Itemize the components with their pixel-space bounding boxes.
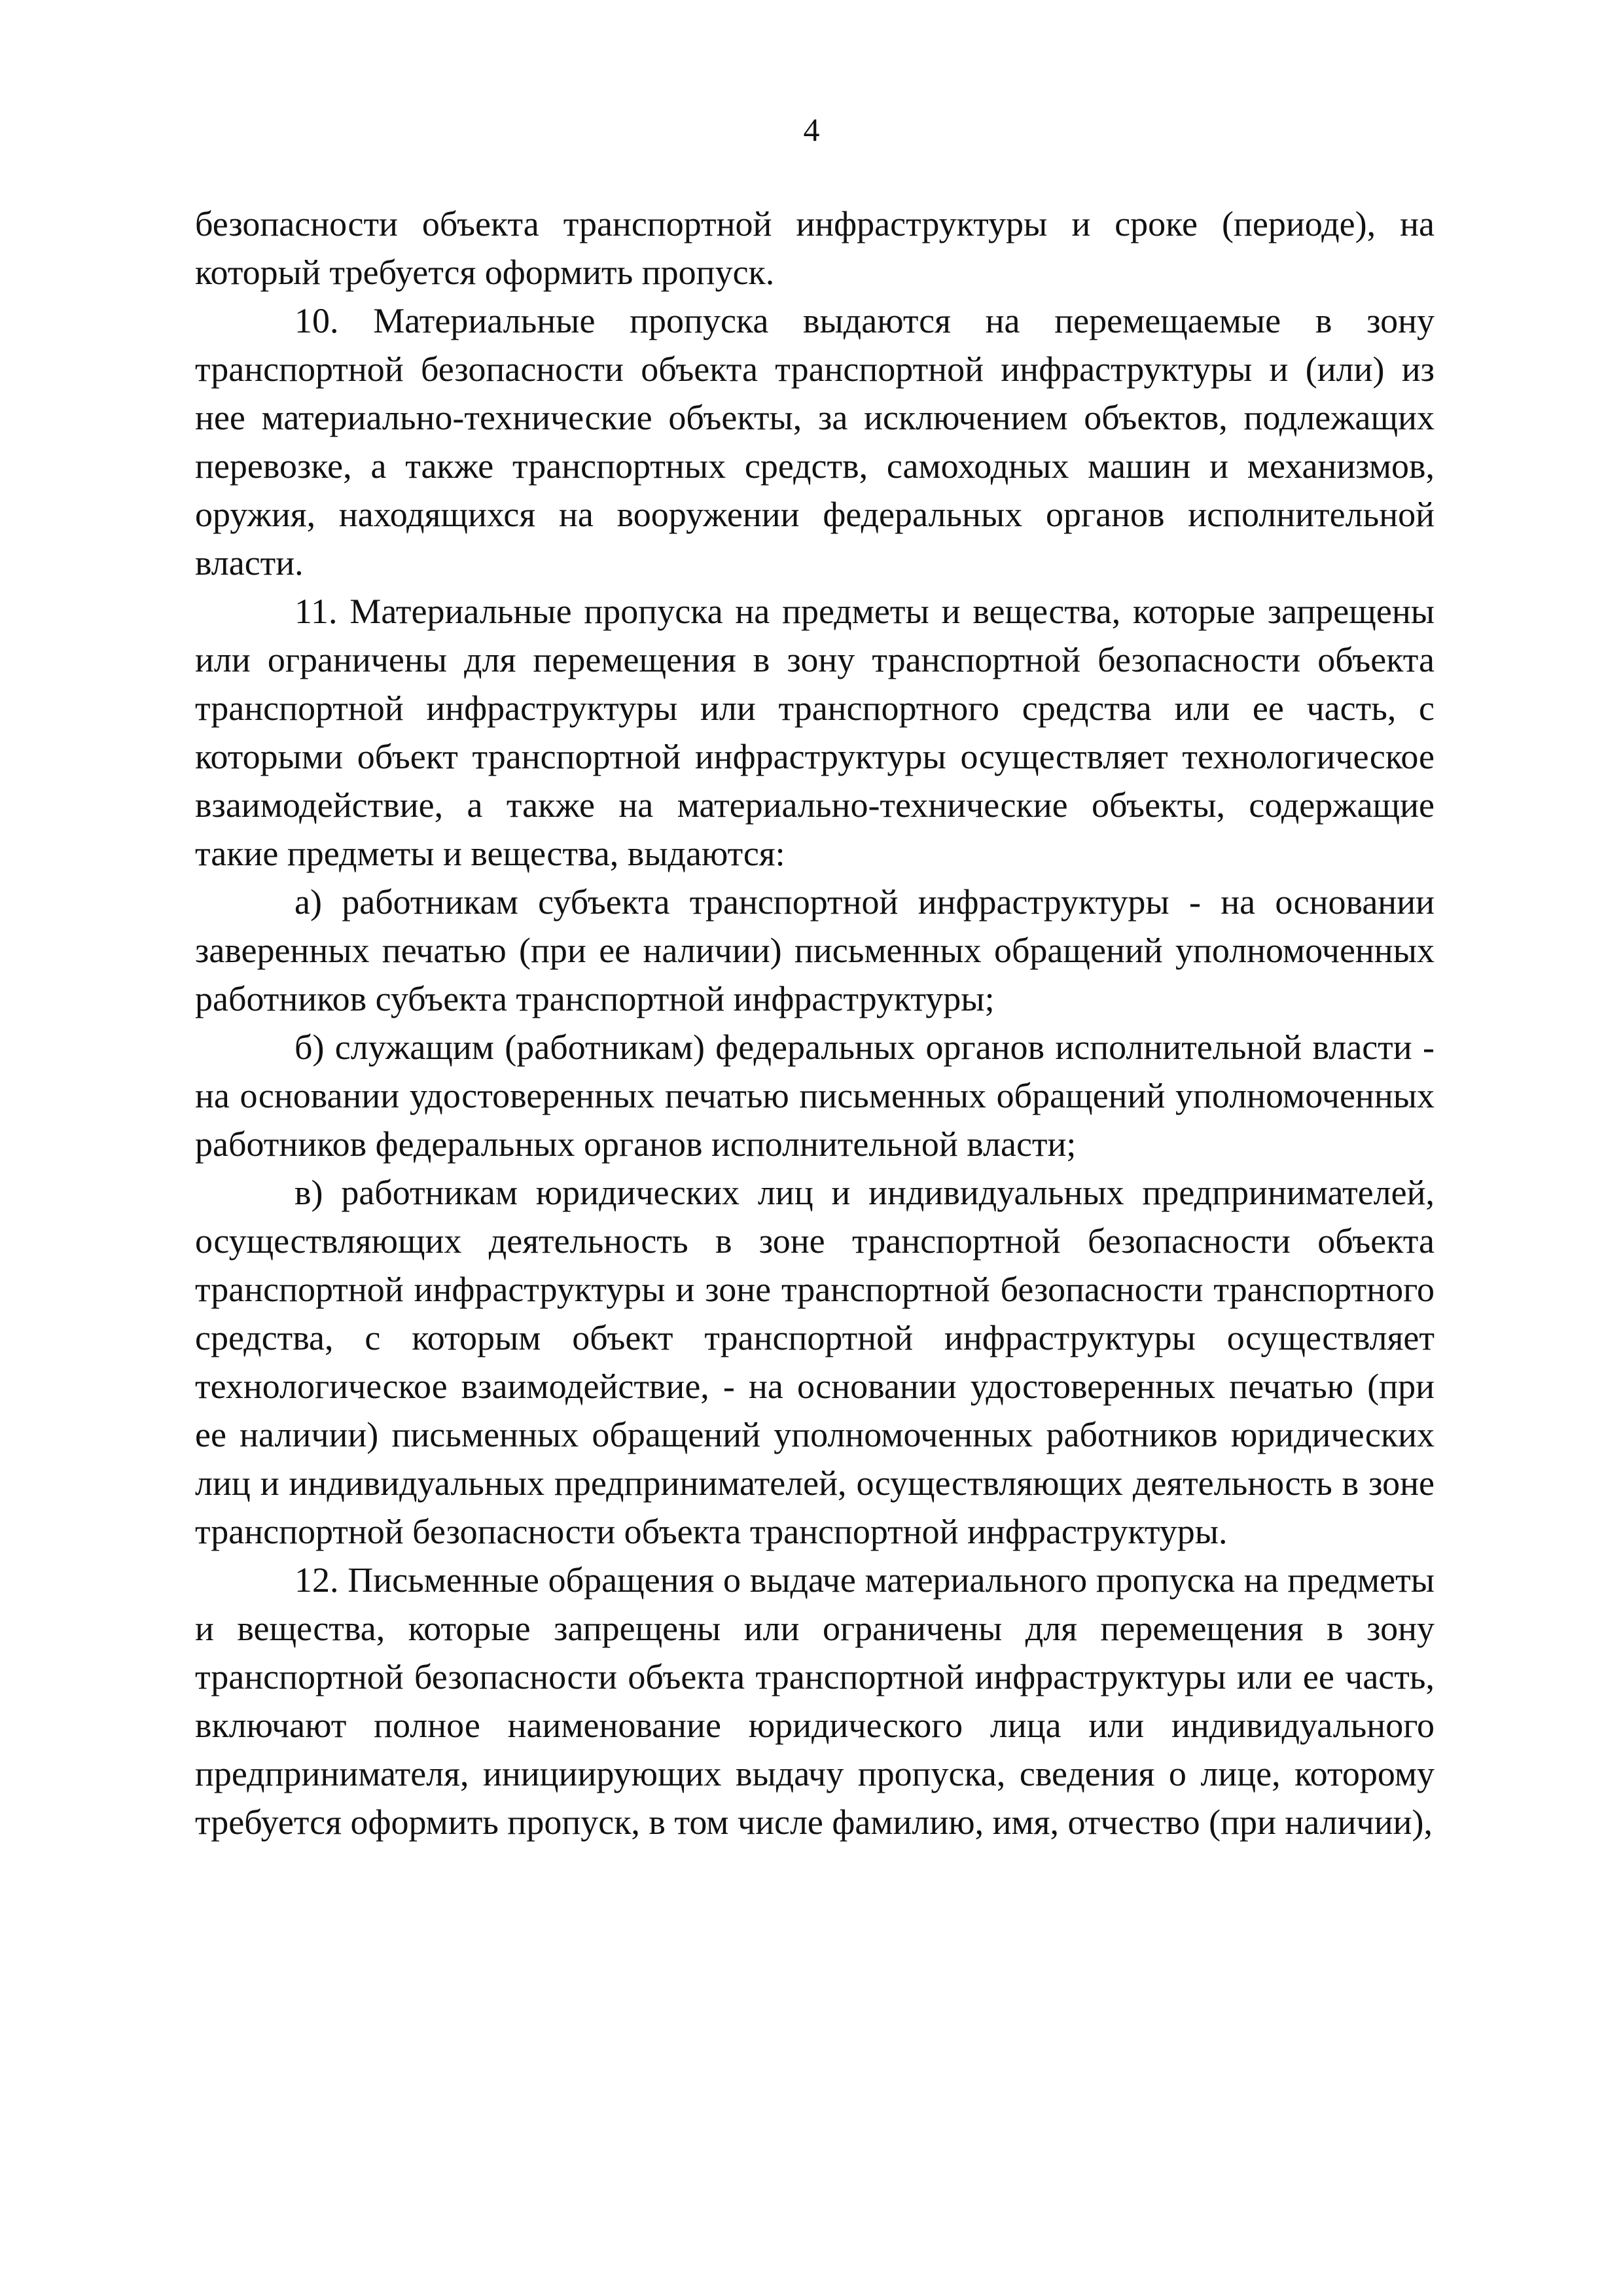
- paragraph-12: 12. Письменные обращения о выдаче материального пропуска на предметы и вещества, которые запрещены или ограничены для перемещения в зону транспортной безопасности объекта транспортной инфраструктуры или ее часть, включают полное наименование юридического лица или индивидуального предпринимателя, инициирующих выдачу пропуска, сведения о лице, которому требуется оформить пропуск, в том числе фамилию, имя, отчество (при наличии),: [195, 1560, 1435, 1842]
- paragraph-continuation: безопасности объекта транспортной инфраструктуры и сроке (периоде), на который требуется оформить пропуск.: [195, 204, 1435, 292]
- paragraph-10: 10. Материальные пропуска выдаются на перемещаемые в зону транспортной безопасности объекта транспортной инфраструктуры и (или) из нее материально-технические объекты, за исключением объектов, подлежащих перевозке, а также транспортных средств, самоходных машин и механизмов, оружия, находящихся на вооружении федеральных органов исполнительной власти.: [195, 301, 1435, 583]
- page-number: 4: [803, 111, 820, 148]
- document-body: [195, 200, 1435, 1846]
- subparagraph-v: в) работникам юридических лиц и индивидуальных предпринимателей, осуществляющих деятельность в зоне транспортной безопасности объекта транспортной инфраструктуры и зоне транспортной безопасности транспортного средства, с которым объект транспортной инфраструктуры осуществляет технологическое взаимодействие, - на основании удостоверенных печатью (при ее наличии) письменных обращений уполномоченных работников юридических лиц и индивидуальных предпринимателей, осуществляющих деятельность в зоне транспортной безопасности объекта транспортной инфраструктуры.: [195, 1173, 1435, 1551]
- subparagraph-b: б) служащим (работникам) федеральных органов исполнительной власти - на основании удостоверенных печатью письменных обращений уполномоченных работников федеральных органов исполнительной власти;: [195, 1028, 1435, 1164]
- subparagraph-a: а) работникам субъекта транспортной инфраструктуры - на основании заверенных печатью (при ее наличии) письменных обращений уполномоченных работников субъекта транспортной инфраструктуры;: [195, 882, 1435, 1018]
- paragraph-11: 11. Материальные пропуска на предметы и вещества, которые запрещены или ограничены для перемещения в зону транспортной безопасности объекта транспортной инфраструктуры или транспортного средства или ее часть, с которыми объект транспортной инфраструктуры осуществляет технологическое взаимодействие, а также на материально-технические объекты, содержащие такие предметы и вещества, выдаются:: [195, 592, 1435, 873]
